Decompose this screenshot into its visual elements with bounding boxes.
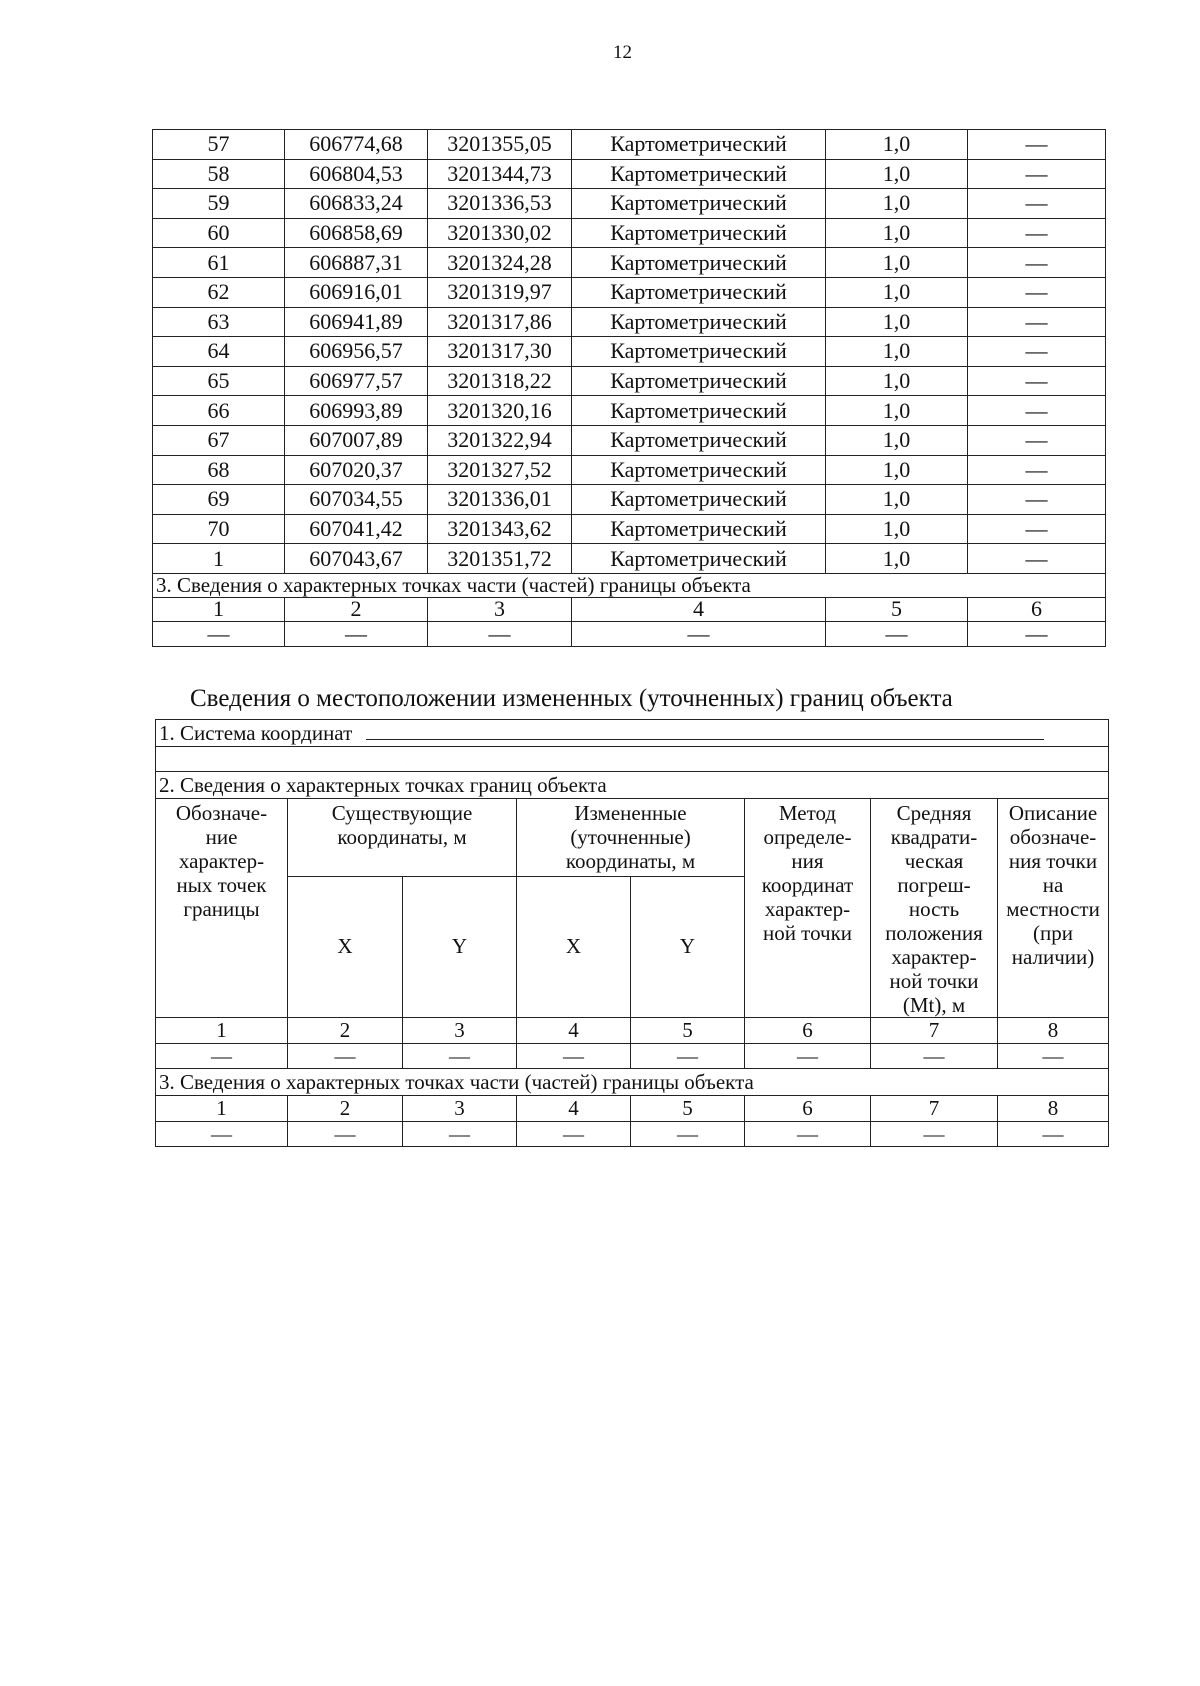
description-cell: — — [968, 396, 1106, 426]
empty-dash-row — [156, 1044, 1109, 1069]
points-label-row — [156, 772, 1109, 799]
method-cell: Картометрический — [572, 248, 826, 278]
y-coord-cell: 3201330,02 — [428, 218, 572, 248]
y-coord-cell: 3201344,73 — [428, 159, 572, 189]
column-number: 8 — [998, 1018, 1109, 1044]
description-cell: — — [968, 337, 1106, 367]
dash-cell: — — [288, 1044, 403, 1069]
error-cell: 1,0 — [826, 189, 968, 219]
part-label-row — [156, 1069, 1109, 1096]
column-number: 3 — [403, 1018, 517, 1044]
y-coord-cell: 3201336,53 — [428, 189, 572, 219]
point-number-cell: 1 — [153, 544, 285, 574]
column-number: 6 — [745, 1018, 871, 1044]
y-coord-cell: 3201336,01 — [428, 485, 572, 515]
error-cell: 1,0 — [826, 218, 968, 248]
y-coord-cell: 3201319,97 — [428, 277, 572, 307]
point-number-cell: 62 — [153, 277, 285, 307]
dash-cell: — — [631, 1122, 745, 1147]
point-number-cell: 57 — [153, 130, 285, 160]
method-cell: Картометрический — [572, 130, 826, 160]
point-number-cell: 63 — [153, 307, 285, 337]
x-coord-cell: 606916,01 — [285, 277, 428, 307]
table-row — [153, 248, 1106, 278]
empty-cell — [156, 747, 1109, 772]
method-cell: Картометрический — [572, 425, 826, 455]
x-coord-cell: 606774,68 — [285, 130, 428, 160]
dash-cell: — — [745, 1044, 871, 1069]
coord-system-label: 1. Система координат — [159, 720, 353, 745]
point-number-cell: 59 — [153, 189, 285, 219]
x-coord-cell: 606941,89 — [285, 307, 428, 337]
description-cell: — — [968, 485, 1106, 515]
header-description: Описание обозначе- ния точки на местности (при наличии) — [998, 799, 1109, 1018]
description-cell: — — [968, 425, 1106, 455]
points-label: 2. Сведения о характерных точках границ объекта — [156, 772, 1109, 799]
point-number-cell: 70 — [153, 514, 285, 544]
table-row — [153, 366, 1106, 396]
table-row — [153, 425, 1106, 455]
x-coord-cell: 606804,53 — [285, 159, 428, 189]
dash-cell: — — [871, 1122, 998, 1147]
description-cell: — — [968, 277, 1106, 307]
point-number-cell: 68 — [153, 455, 285, 485]
description-cell: — — [968, 189, 1106, 219]
empty-dash-row — [153, 621, 1106, 646]
table-row — [153, 485, 1106, 515]
column-number: 4 — [572, 597, 826, 621]
dash-cell: — — [403, 1122, 517, 1147]
header-existing-coords: Существующие координаты, м — [288, 799, 517, 877]
column-number: 7 — [871, 1096, 998, 1122]
y-coord-cell: 3201343,62 — [428, 514, 572, 544]
column-number: 2 — [288, 1096, 403, 1122]
error-cell: 1,0 — [826, 425, 968, 455]
column-number: 3 — [428, 597, 572, 621]
x-coord-cell: 607007,89 — [285, 425, 428, 455]
y-coord-cell: 3201320,16 — [428, 396, 572, 426]
dash-cell: — — [517, 1122, 631, 1147]
header-row — [156, 799, 1109, 877]
header-existing-y: Y — [403, 876, 517, 1017]
point-number-cell: 64 — [153, 337, 285, 367]
description-cell: — — [968, 544, 1106, 574]
column-number: 7 — [871, 1018, 998, 1044]
section-title: Сведения о местоположении измененных (уточненных) границ объекта — [190, 685, 953, 712]
y-coord-cell: 3201324,28 — [428, 248, 572, 278]
header-changed-y: Y — [631, 876, 745, 1017]
table-row — [153, 130, 1106, 160]
part-number-row — [156, 1096, 1109, 1122]
dash-cell: — — [826, 621, 968, 646]
y-coord-cell: 3201317,86 — [428, 307, 572, 337]
column-number: 6 — [745, 1096, 871, 1122]
header-method: Метод определе- ния координат характер- ной точки — [745, 799, 871, 1018]
table-row — [153, 544, 1106, 574]
method-cell: Картометрический — [572, 514, 826, 544]
table-row — [153, 159, 1106, 189]
error-cell: 1,0 — [826, 455, 968, 485]
changed-boundaries-table — [155, 719, 1109, 1147]
dash-cell: — — [156, 1122, 288, 1147]
description-cell: — — [968, 514, 1106, 544]
dash-cell: — — [631, 1044, 745, 1069]
point-number-cell: 58 — [153, 159, 285, 189]
y-coord-cell: 3201318,22 — [428, 366, 572, 396]
x-coord-cell: 607041,42 — [285, 514, 428, 544]
method-cell: Картометрический — [572, 544, 826, 574]
method-cell: Картометрический — [572, 337, 826, 367]
column-number: 2 — [288, 1018, 403, 1044]
error-cell: 1,0 — [826, 159, 968, 189]
description-cell: — — [968, 455, 1106, 485]
column-number-row — [156, 1018, 1109, 1044]
header-changed-x: X — [517, 876, 631, 1017]
column-number: 6 — [968, 597, 1106, 621]
header-changed-coords: Измененные (уточненные) координаты, м — [517, 799, 745, 877]
page-number: 12 — [613, 42, 632, 63]
column-number: 5 — [631, 1096, 745, 1122]
dash-cell: — — [428, 621, 572, 646]
description-cell: — — [968, 366, 1106, 396]
column-number: 1 — [156, 1018, 288, 1044]
method-cell: Картометрический — [572, 396, 826, 426]
x-coord-cell: 606887,31 — [285, 248, 428, 278]
x-coord-cell: 607020,37 — [285, 455, 428, 485]
dash-cell: — — [968, 621, 1106, 646]
y-coord-cell: 3201327,52 — [428, 455, 572, 485]
table-row — [153, 514, 1106, 544]
error-cell: 1,0 — [826, 130, 968, 160]
error-cell: 1,0 — [826, 396, 968, 426]
section3-row — [153, 573, 1106, 597]
x-coord-cell: 606956,57 — [285, 337, 428, 367]
part-dash-row — [156, 1122, 1109, 1147]
x-coord-cell: 607043,67 — [285, 544, 428, 574]
coord-system-field — [366, 723, 1044, 740]
header-mean-error: Средняя квадрати- ческая погреш- ность положения характер- ной точки (Mt), м — [871, 799, 998, 1018]
method-cell: Картометрический — [572, 455, 826, 485]
column-number: 2 — [285, 597, 428, 621]
dash-cell: — — [288, 1122, 403, 1147]
error-cell: 1,0 — [826, 366, 968, 396]
y-coord-cell: 3201355,05 — [428, 130, 572, 160]
table-row — [153, 337, 1106, 367]
coord-system-cell — [156, 720, 1109, 747]
description-cell: — — [968, 307, 1106, 337]
method-cell: Картометрический — [572, 159, 826, 189]
error-cell: 1,0 — [826, 337, 968, 367]
column-number-row — [153, 597, 1106, 621]
x-coord-cell: 607034,55 — [285, 485, 428, 515]
dash-cell: — — [285, 621, 428, 646]
dash-cell: — — [153, 621, 285, 646]
empty-row — [156, 747, 1109, 772]
column-number: 8 — [998, 1096, 1109, 1122]
column-number: 4 — [517, 1096, 631, 1122]
y-coord-cell: 3201322,94 — [428, 425, 572, 455]
description-cell: — — [968, 130, 1106, 160]
dash-cell: — — [517, 1044, 631, 1069]
column-number: 5 — [826, 597, 968, 621]
point-number-cell: 60 — [153, 218, 285, 248]
error-cell: 1,0 — [826, 307, 968, 337]
table-row — [153, 396, 1106, 426]
dash-cell: — — [745, 1122, 871, 1147]
header-designation: Обозначе- ние характер- ных точек границы — [156, 799, 288, 1018]
point-number-cell: 66 — [153, 396, 285, 426]
part-label: 3. Сведения о характерных точках части (частей) границы объекта — [156, 1069, 1109, 1096]
point-number-cell: 65 — [153, 366, 285, 396]
dash-cell: — — [403, 1044, 517, 1069]
dash-cell: — — [572, 621, 826, 646]
coord-system-row — [156, 720, 1109, 747]
description-cell: — — [968, 159, 1106, 189]
method-cell: Картометрический — [572, 366, 826, 396]
column-number: 1 — [156, 1096, 288, 1122]
error-cell: 1,0 — [826, 277, 968, 307]
description-cell: — — [968, 218, 1106, 248]
method-cell: Картометрический — [572, 307, 826, 337]
x-coord-cell: 606858,69 — [285, 218, 428, 248]
dash-cell: — — [998, 1122, 1109, 1147]
x-coord-cell: 606977,57 — [285, 366, 428, 396]
column-number: 1 — [153, 597, 285, 621]
dash-cell: — — [156, 1044, 288, 1069]
x-coord-cell: 606833,24 — [285, 189, 428, 219]
table-row — [153, 218, 1106, 248]
boundary-points-table — [152, 129, 1106, 647]
error-cell: 1,0 — [826, 544, 968, 574]
table-row — [153, 455, 1106, 485]
point-number-cell: 61 — [153, 248, 285, 278]
header-existing-x: X — [288, 876, 403, 1017]
dash-cell: — — [871, 1044, 998, 1069]
point-number-cell: 69 — [153, 485, 285, 515]
x-coord-cell: 606993,89 — [285, 396, 428, 426]
dash-cell: — — [998, 1044, 1109, 1069]
description-cell: — — [968, 248, 1106, 278]
point-number-cell: 67 — [153, 425, 285, 455]
method-cell: Картометрический — [572, 218, 826, 248]
y-coord-cell: 3201351,72 — [428, 544, 572, 574]
error-cell: 1,0 — [826, 485, 968, 515]
y-coord-cell: 3201317,30 — [428, 337, 572, 367]
error-cell: 1,0 — [826, 248, 968, 278]
column-number: 4 — [517, 1018, 631, 1044]
error-cell: 1,0 — [826, 514, 968, 544]
section3-label: 3. Сведения о характерных точках части (частей) границы объекта — [153, 573, 1106, 597]
column-number: 5 — [631, 1018, 745, 1044]
method-cell: Картометрический — [572, 485, 826, 515]
column-number: 3 — [403, 1096, 517, 1122]
boundary-points-body — [153, 130, 1106, 574]
method-cell: Картометрический — [572, 277, 826, 307]
table-row — [153, 189, 1106, 219]
table-row — [153, 307, 1106, 337]
table-row — [153, 277, 1106, 307]
method-cell: Картометрический — [572, 189, 826, 219]
